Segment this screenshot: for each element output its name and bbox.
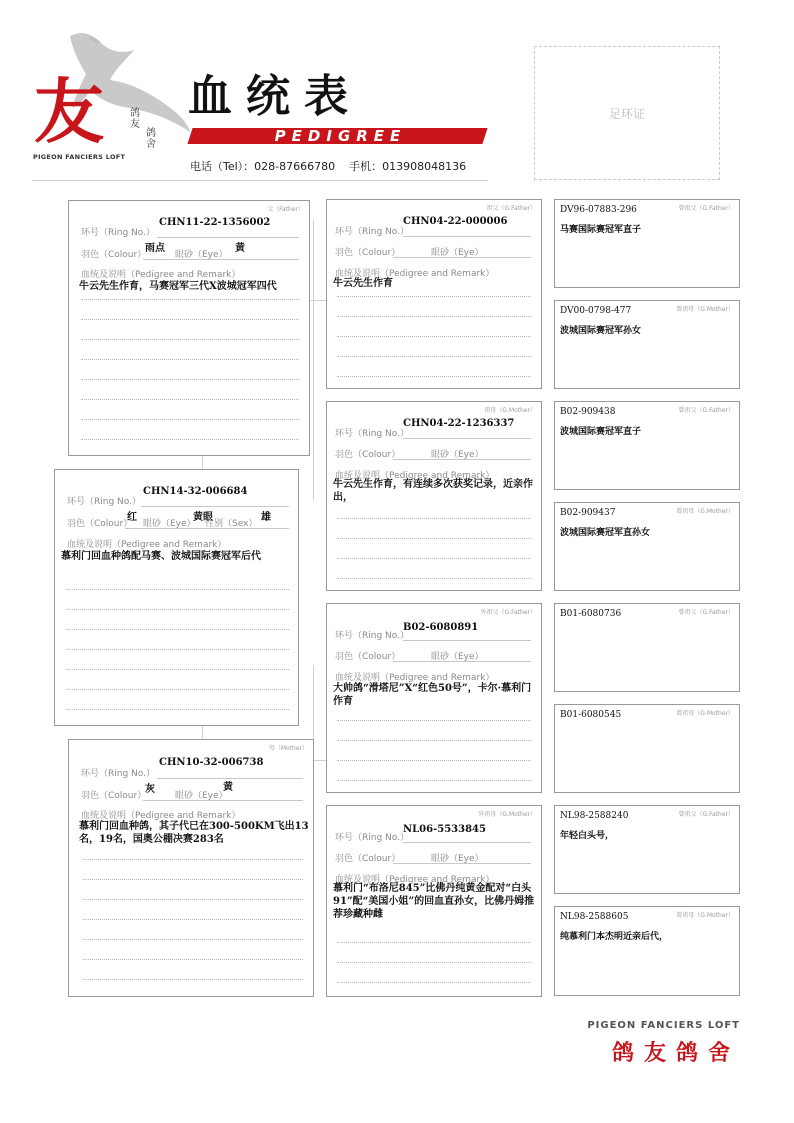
logo-char: 友 <box>34 70 104 153</box>
great-ring-1: DV96-07883-296 <box>560 205 637 215</box>
mother-line-1 <box>83 859 303 860</box>
father-eye-label: 眼砂（Eye） <box>175 250 228 260</box>
great-ring-5: B01-6080736 <box>560 609 622 619</box>
father-eye: 黄 <box>235 243 245 254</box>
mother-line-7 <box>83 979 303 980</box>
father-ring: CHN11-22-1356002 <box>159 217 271 228</box>
contact-info: 电话（Tel）：028-87666780 手机：013908048136 <box>190 160 467 173</box>
mother-line-2 <box>83 879 303 880</box>
gm-maternal-remark-label: 血统及说明（Pedigree and Remark） <box>335 875 495 885</box>
great-card-2 <box>554 300 740 389</box>
gm-maternal-line-3 <box>337 982 531 983</box>
gf-paternal-tag: 祖父（G.Father） <box>486 205 536 212</box>
gf-maternal-line-4 <box>337 780 531 781</box>
great-tag-4: 曾祖母（G.Mother） <box>676 508 734 515</box>
great-card-6 <box>554 704 740 793</box>
subject-colour-label: 羽色（Colour） <box>67 519 133 529</box>
title-en: PEDIGREE <box>274 127 407 145</box>
gm-paternal-colour-line <box>393 459 531 460</box>
gm-maternal-remark: 慕利门“布洛尼845”比佛丹纯黄金配对“白头91”配“美国小姐”的回血直孙女，比佛丹姆推荐珍藏种雌 <box>333 883 535 920</box>
gm-maternal-colour-line <box>393 863 531 864</box>
mother-line-3 <box>83 899 303 900</box>
subject-colour: 红 <box>127 512 137 523</box>
great-ring-8: NL98-2588605 <box>560 912 629 922</box>
father-tag: 父（Father） <box>267 206 304 213</box>
great-tag-5: 曾祖父（G.Father） <box>678 609 734 616</box>
logo-en: PIGEON FANCIERS LOFT <box>33 153 126 161</box>
father-colour: 雨点 <box>145 243 165 254</box>
gf-paternal-line-4 <box>337 356 531 357</box>
great-tag-1: 曾祖父（G.Father） <box>678 205 734 212</box>
mother-ring-label: 环号（Ring No.） <box>81 769 155 779</box>
subject-eye: 黄眼 <box>193 512 213 523</box>
gf-paternal-colour-line <box>393 257 531 258</box>
gf-paternal-ring-label: 环号（Ring No.） <box>335 227 409 237</box>
father-remark: 牛云先生作育，马赛冠军三代X波城冠军四代 <box>79 281 277 292</box>
great-tag-3: 曾祖父（G.Father） <box>678 407 734 414</box>
gf-paternal-eye-label: 眼砂（Eye） <box>431 248 484 258</box>
logo-side-text-2: 鸽舍 <box>146 128 156 150</box>
subject-line-2 <box>67 609 289 610</box>
mother-line-4 <box>83 919 303 920</box>
great-tag-7: 曾祖父（G.Father） <box>678 811 734 818</box>
gf-maternal-colour-label: 羽色（Colour） <box>335 652 401 662</box>
father-colour-label: 羽色（Colour） <box>81 250 147 260</box>
gf-maternal-ring-line <box>403 640 531 641</box>
gm-maternal-eye-label: 眼砂（Eye） <box>431 854 484 864</box>
gm-paternal-colour-label: 羽色（Colour） <box>335 450 401 460</box>
gm-maternal-colour-label: 羽色（Colour） <box>335 854 401 864</box>
subject-ring-label: 环号（Ring No.） <box>67 497 141 507</box>
great-card-8 <box>554 906 740 996</box>
gf-maternal-card <box>326 603 542 793</box>
subject-ring-line <box>141 506 289 507</box>
gm-paternal-eye-label: 眼砂（Eye） <box>431 450 484 460</box>
gf-maternal-tag: 外祖父（G.Father） <box>480 609 536 616</box>
footer-en: PIGEON FANCIERS LOFT <box>587 1020 740 1031</box>
great-card-5 <box>554 603 740 692</box>
great-ring-2: DV00-0798-477 <box>560 306 632 316</box>
father-line-3 <box>81 339 299 340</box>
gf-paternal-ring: CHN04-22-000006 <box>403 216 508 227</box>
mother-remark-label: 血统及说明（Pedigree and Remark） <box>81 811 241 821</box>
father-line-6 <box>81 399 299 400</box>
gm-paternal-line-1 <box>337 518 531 519</box>
title-cn: 血统表 <box>188 71 362 122</box>
footer-cn: 鸽友鸽舍 <box>611 1040 740 1066</box>
gf-paternal-colour-label: 羽色（Colour） <box>335 248 401 258</box>
subject-line-7 <box>67 709 289 710</box>
gm-paternal-line-3 <box>337 558 531 559</box>
father-colour-line <box>143 259 299 260</box>
gf-maternal-line-2 <box>337 740 531 741</box>
gf-paternal-line-5 <box>337 376 531 377</box>
great-card-1 <box>554 199 740 288</box>
subject-sex: 雄 <box>261 512 271 523</box>
gm-paternal-card <box>326 401 542 591</box>
gf-maternal-ring: B02-6080891 <box>403 622 479 633</box>
mother-colour-label: 羽色（Colour） <box>81 791 147 801</box>
subject-remark: 慕利门回血种鸽配马赛、波城国际赛冠军后代 <box>61 551 261 562</box>
logo-side-text: 鸽友 <box>130 108 140 130</box>
gf-maternal-colour-line <box>393 661 531 662</box>
mother-colour: 灰 <box>145 784 155 795</box>
gm-maternal-card <box>326 805 542 997</box>
subject-ring: CHN14-32-006684 <box>143 486 248 497</box>
gm-maternal-line-2 <box>337 962 531 963</box>
subject-line-3 <box>67 629 289 630</box>
great-remark-3: 波城国际赛冠军直子 <box>560 427 642 437</box>
mother-ring: CHN10-32-006738 <box>159 757 264 768</box>
connector-mother-h <box>313 760 327 761</box>
father-card <box>68 200 310 456</box>
great-tag-8: 曾祖母（G.Mother） <box>676 912 734 919</box>
great-tag-6: 曾祖母（G.Mother） <box>676 710 734 717</box>
gf-maternal-eye-label: 眼砂（Eye） <box>431 652 484 662</box>
gm-paternal-tag: 祖母（G.Mother） <box>484 407 536 414</box>
father-ring-line <box>157 237 299 238</box>
gf-paternal-remark: 牛云先生作育 <box>333 278 393 289</box>
connector-father-gp <box>313 220 314 500</box>
great-card-4 <box>554 502 740 591</box>
great-card-3 <box>554 401 740 490</box>
ring-cert-label: 足环证 <box>608 107 645 121</box>
gm-maternal-line-1 <box>337 942 531 943</box>
great-remark-4: 波城国际赛冠军直孙女 <box>560 528 651 538</box>
connector-father <box>202 455 203 470</box>
subject-line-5 <box>67 669 289 670</box>
great-tag-2: 曾祖母（G.Mother） <box>676 306 734 313</box>
gm-paternal-remark: 牛云先生作育，有连续多次获奖记录，近亲作出， <box>333 479 533 503</box>
father-line-7 <box>81 419 299 420</box>
gf-maternal-remark: 大帅鸽“滑塔尼”X“红色50号”，卡尔·慕利门作育 <box>333 683 532 707</box>
great-remark-2: 波城国际赛冠军孙女 <box>560 326 642 336</box>
subject-remark-label: 血统及说明（Pedigree and Remark） <box>67 540 227 550</box>
gf-maternal-remark-label: 血统及说明（Pedigree and Remark） <box>335 673 495 683</box>
gf-maternal-ring-label: 环号（Ring No.） <box>335 631 409 641</box>
gm-paternal-line-2 <box>337 538 531 539</box>
great-remark-8: 纯慕利门本杰明近亲后代， <box>560 932 669 942</box>
father-line-1 <box>81 299 299 300</box>
logo <box>30 28 190 168</box>
mother-line-6 <box>83 959 303 960</box>
gm-maternal-tag: 外祖母（G.Mother） <box>478 811 536 818</box>
father-line-8 <box>81 439 299 440</box>
subject-sex-label: 性别（Sex） <box>205 519 258 529</box>
subject-line-6 <box>67 689 289 690</box>
mother-line-5 <box>83 939 303 940</box>
mother-eye: 黄 <box>223 782 233 793</box>
great-remark-1: 马赛国际赛冠军直子 <box>560 225 642 235</box>
father-line-4 <box>81 359 299 360</box>
great-ring-3: B02-909438 <box>560 407 616 417</box>
header-divider <box>32 180 488 181</box>
mother-colour-line <box>143 800 303 801</box>
gf-paternal-ring-line <box>403 236 531 237</box>
gm-maternal-ring-line <box>403 842 531 843</box>
subject-eye-label: 眼砂（Eye） <box>143 519 196 529</box>
ring-cert-box <box>534 46 720 180</box>
father-remark-label: 血统及说明（Pedigree and Remark） <box>81 270 241 280</box>
connector-father-h2 <box>313 300 327 301</box>
subject-colour-line <box>125 528 289 529</box>
gm-paternal-line-4 <box>337 578 531 579</box>
mother-card <box>68 739 314 997</box>
gm-paternal-remark-label: 血统及说明（Pedigree and Remark） <box>335 471 495 481</box>
great-card-7 <box>554 805 740 894</box>
father-line-5 <box>81 379 299 380</box>
father-ring-label: 环号（Ring No.） <box>81 228 155 238</box>
mother-remark: 慕利门回血种鸽，其子代已在300-500KM飞出13名，19名，国奥公棚决赛283名 <box>79 821 309 845</box>
gf-paternal-remark-label: 血统及说明（Pedigree and Remark） <box>335 269 495 279</box>
subject-line-4 <box>67 649 289 650</box>
mother-eye-label: 眼砂（Eye） <box>175 791 228 801</box>
gm-maternal-ring-label: 环号（Ring No.） <box>335 833 409 843</box>
gm-maternal-ring: NL06-5533845 <box>403 824 486 835</box>
gf-paternal-card <box>326 199 542 389</box>
subject-card <box>54 469 299 726</box>
gf-maternal-line-1 <box>337 720 531 721</box>
great-remark-7: 年轻白头号， <box>560 831 615 841</box>
great-ring-6: B01-6080545 <box>560 710 622 720</box>
gf-paternal-line-1 <box>337 296 531 297</box>
gf-paternal-line-3 <box>337 336 531 337</box>
gm-paternal-ring-label: 环号（Ring No.） <box>335 429 409 439</box>
gm-paternal-ring: CHN04-22-1236337 <box>403 418 515 429</box>
great-ring-7: NL98-2588240 <box>560 811 629 821</box>
gf-maternal-line-3 <box>337 760 531 761</box>
mother-tag: 母（Mother） <box>268 745 308 752</box>
gm-paternal-ring-line <box>403 438 531 439</box>
gf-paternal-line-2 <box>337 316 531 317</box>
subject-line-1 <box>67 589 289 590</box>
great-ring-4: B02-909437 <box>560 508 616 518</box>
father-line-2 <box>81 319 299 320</box>
connector-mother <box>202 726 203 740</box>
